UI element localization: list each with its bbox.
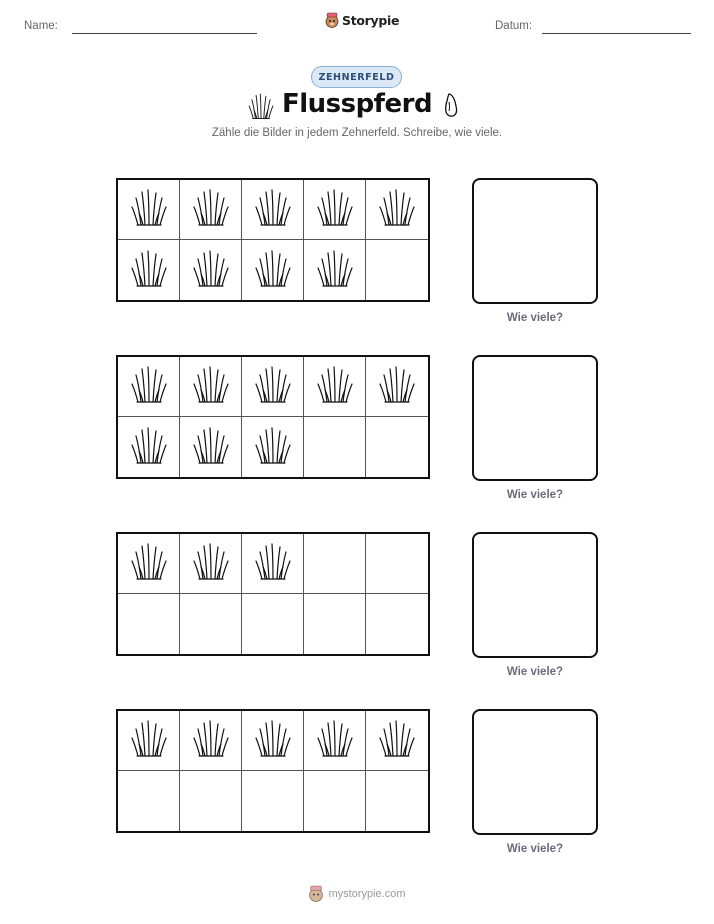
ten-frame-cell: [304, 240, 366, 300]
ten-frame-cell: [118, 180, 180, 240]
grass-icon: [253, 541, 293, 586]
ten-frame-cell: [366, 594, 428, 654]
ten-frame-cell: [366, 771, 428, 831]
answer-label-2: Wie viele?: [506, 489, 564, 501]
ten-frame-cell: [366, 180, 428, 240]
ten-frame-1: [116, 178, 430, 302]
footer: [0, 885, 714, 902]
ten-frame-cell: [366, 417, 428, 477]
ten-frame-cell: [180, 534, 242, 594]
ten-frame-3: [116, 532, 430, 656]
ten-frame-cell: [304, 417, 366, 477]
ten-frame-cell: [242, 417, 304, 477]
date-label: Datum:: [495, 20, 533, 32]
ten-frame-cell: [242, 240, 304, 300]
ten-frame-2: [116, 355, 430, 479]
instructions-text: Zähle die Bilder in jedem Zehnerfeld. Schreibe, wie viele.: [211, 127, 503, 139]
grass-icon: [191, 541, 231, 586]
brand-logo: [325, 12, 399, 28]
ten-frame-cell: [366, 534, 428, 594]
ten-frame-cell: [366, 357, 428, 417]
ten-frame-4: [116, 709, 430, 833]
grass-icon: [129, 187, 169, 232]
ten-frame-cell: [180, 180, 242, 240]
ten-frame-cell: [180, 771, 242, 831]
grass-icon: [129, 425, 169, 470]
grass-icon: [315, 187, 355, 232]
brand-name: Storypie: [342, 12, 400, 28]
ten-frame-cell: [242, 357, 304, 417]
ten-frame-cell: [118, 357, 180, 417]
page-title: Flusspferd: [281, 89, 433, 119]
ten-frame-cell: [118, 417, 180, 477]
grass-icon: [129, 718, 169, 763]
ten-frame-cell: [118, 594, 180, 654]
ten-frame-cell: [118, 771, 180, 831]
grass-icon: [191, 187, 231, 232]
grass-icon: [315, 718, 355, 763]
name-line[interactable]: [72, 33, 257, 34]
ten-frame-cell: [118, 711, 180, 771]
grass-icon: [253, 187, 293, 232]
answer-label-4: Wie viele?: [506, 843, 564, 855]
ten-frame-cell: [366, 240, 428, 300]
ten-frame-cell: [304, 771, 366, 831]
ten-frame-cell: [180, 417, 242, 477]
storypie-mascot-icon: [308, 885, 324, 902]
grass-icon: [315, 364, 355, 409]
ten-frame-cell: [180, 357, 242, 417]
ten-frame-cell: [118, 240, 180, 300]
grass-icon: [253, 364, 293, 409]
grass-icon: [191, 364, 231, 409]
ten-frame-cell: [180, 240, 242, 300]
answer-label-3: Wie viele?: [506, 666, 564, 678]
storypie-mascot-icon: [325, 12, 339, 28]
grass-icon: [377, 364, 417, 409]
grass-icon: [191, 248, 231, 293]
grass-icon: [377, 718, 417, 763]
ten-frame-cell: [242, 711, 304, 771]
answer-box-4[interactable]: [472, 709, 598, 835]
ten-frame-cell: [242, 771, 304, 831]
ten-frame-cell: [180, 711, 242, 771]
grass-icon: [253, 425, 293, 470]
ten-frame-cell: [242, 534, 304, 594]
answer-box-3[interactable]: [472, 532, 598, 658]
answer-label-1: Wie viele?: [506, 312, 564, 324]
grass-icon: [191, 425, 231, 470]
ten-frame-cell: [304, 534, 366, 594]
grass-icon: [191, 718, 231, 763]
grass-icon: [129, 248, 169, 293]
ten-frame-cell: [304, 180, 366, 240]
date-line[interactable]: [542, 33, 691, 34]
ten-frame-cell: [366, 711, 428, 771]
footer-url: mystorypie.com: [328, 887, 406, 900]
ten-frame-cell: [304, 357, 366, 417]
grass-icon: [315, 248, 355, 293]
grass-icon: [129, 364, 169, 409]
grass-icon: [377, 187, 417, 232]
ten-frame-cell: [304, 594, 366, 654]
tooth-icon: [443, 92, 459, 118]
grass-icon: [129, 541, 169, 586]
name-label: Name:: [24, 20, 58, 32]
answer-box-1[interactable]: [472, 178, 598, 304]
answer-box-2[interactable]: [472, 355, 598, 481]
ten-frame-cell: [304, 711, 366, 771]
ten-frame-cell: [242, 180, 304, 240]
category-badge: ZEHNERFELD: [311, 66, 402, 88]
ten-frame-cell: [118, 534, 180, 594]
grass-icon: [253, 248, 293, 293]
ten-frame-cell: [180, 594, 242, 654]
ten-frame-cell: [242, 594, 304, 654]
grass-icon: [253, 718, 293, 763]
